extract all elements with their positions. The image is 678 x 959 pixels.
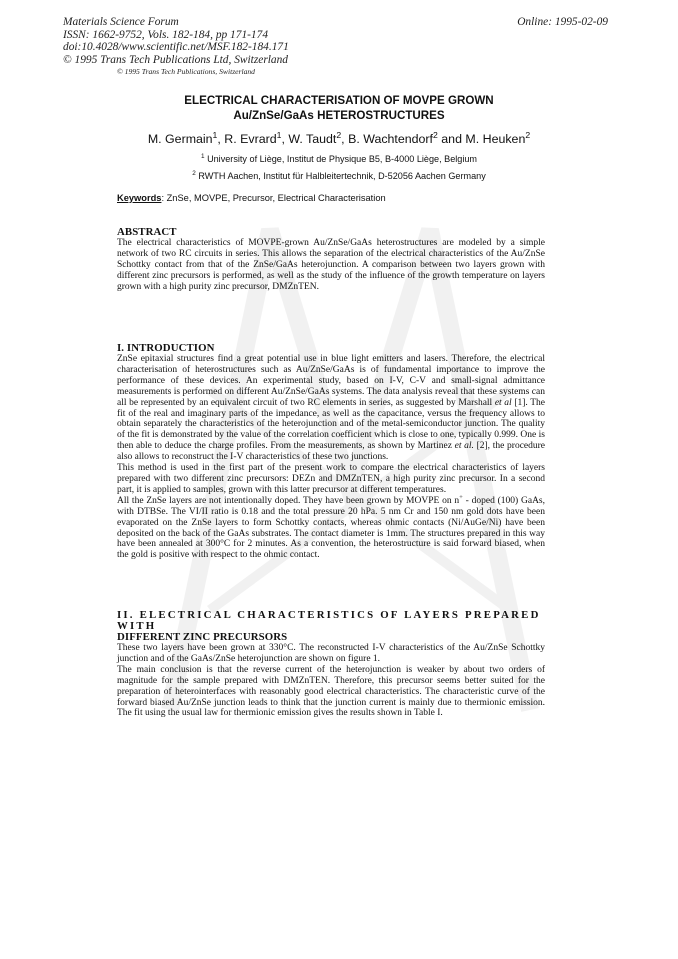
affiliation-number: 2	[192, 169, 196, 177]
keywords-label: Keywords	[117, 193, 162, 203]
introduction-section	[117, 343, 545, 561]
journal-name: Materials Science Forum	[63, 16, 179, 28]
copyright-line: © 1995 Trans Tech Publications Ltd, Switzerland	[63, 53, 288, 66]
paragraph-text: - doped (100) GaAs, with DTBSe. The VI/II ratio is 0.18 and the total pressure 20 hPa. 5 nm Cr and 150 nm gold dots have been evaporated on the ZnSe layers to form Schottky contacts, whereas ohmic contacts (Ni/AuGe/Ni) have been deposited on the back of the GaAs substrates. The contact diameter is 1mm. The structures prepared in this way have been annealed at 300°C for 2 minutes. As a convention, the heterostructure is said forward biased, when the gold is positive with respect to the ohmic contact.	[117, 495, 546, 561]
affiliation-number: 1	[200, 152, 205, 160]
introduction-heading: I. INTRODUCTION	[117, 342, 215, 354]
title-line-2: Au/ZnSe/GaAs HETEROSTRUCTURES	[233, 108, 445, 122]
author-affiliation-mark: 1	[276, 129, 282, 140]
introduction-paragraph-3	[117, 493, 546, 561]
title-line-1: ELECTRICAL CHARACTERISATION OF MOVPE GROWN	[184, 94, 494, 107]
keywords-text: : ZnSe, MOVPE, Precursor, Electrical Characterisation	[161, 193, 386, 203]
author-name: M. Heuken	[465, 132, 526, 146]
author-separator: ,	[281, 132, 285, 146]
issn-line: ISSN: 1662-9752, Vols. 182-184, pp 171-174	[63, 28, 269, 41]
author-name: W. Taudt	[288, 132, 337, 146]
publisher-copyright: © 1995 Trans Tech Publications, Switzerland	[117, 67, 255, 76]
introduction-paragraph-1	[117, 354, 545, 463]
paper-title	[0, 94, 678, 123]
citation-etal: et al	[494, 397, 512, 408]
keywords	[117, 193, 386, 203]
abstract-section	[117, 227, 545, 293]
section-2-heading-line-2: DIFFERENT ZINC PRECURSORS	[117, 631, 288, 643]
author-separator: ,	[217, 132, 221, 146]
affiliation-2	[0, 171, 678, 181]
citation-etal: et al.	[454, 441, 474, 452]
author-name: B. Wachtendorf	[348, 132, 433, 146]
paragraph-text: All the ZnSe layers are not intentionally doped. They have been grown by MOVPE on n	[117, 495, 460, 506]
author-list	[0, 129, 678, 146]
section-2-paragraph-1: These two layers have been grown at 330°C. The reconstructed I-V characteristics of the Au/ZnSe Schottky junction and of the GaAs/ZnSe heterojunction are shown on figure 1.	[117, 643, 545, 664]
author-name: M. Germain	[147, 132, 213, 146]
author-and: and	[441, 132, 462, 146]
affiliation-text: University of Liège, Institut de Physique B5, B-4000 Liège, Belgium	[207, 154, 477, 164]
paragraph-text: [1]. The fit of the real and imaginary parts of the impedance, as well as the capacitance, versus the frequency allows to obtain separately the characteristics of the heterojunction and of the metal-semiconductor junction. The quality of the fit is demonstrated by the value of the correlation coefficient which is close to one, typically 0.999. One is then able to deduce the charge profiles. From the measurements, as shown by Martinez	[117, 397, 545, 452]
section-2	[117, 610, 545, 719]
author-affiliation-mark: 2	[525, 129, 531, 140]
section-2-heading-line-1: II. ELECTRICAL CHARACTERISTICS OF LAYERS PREPARED WITH	[117, 609, 541, 632]
superscript: +	[459, 493, 463, 501]
section-2-paragraph-2: The main conclusion is that the reverse current of the heterojunction is weaker by about two orders of magnitude for the sample prepared with DMZnTEN. Therefore, this precursor seems better suited for the preparation of heterointerfaces with reasonably good electrical characteristics. The characteristic curve of the forward biased Au/ZnSe junction leads to think that the junction current is mainly due to thermionic emission. The fit using the usual law for thermionic emission gives the results shown in Table I.	[117, 664, 545, 719]
author-name: R. Evrard	[224, 132, 277, 146]
author-separator: ,	[341, 132, 345, 146]
abstract-text: The electrical characteristics of MOVPE-grown Au/ZnSe/GaAs heterostructures are modeled by a simple network of two RC circuits in series. This allows the separation of the electrical characteristics of the Au/ZnSe Schottky contact from that of the ZnSe/GaAs heterojunction. A comparison between two layers grown with different zinc precursors is performed, as well as the study of the influence of the growth temperature on layers grown with a high purity zinc precursor, DMZnTEN.	[117, 238, 545, 292]
author-affiliation-mark: 2	[336, 129, 342, 140]
paragraph-text: [2], the procedure also allows to reconstruct the I-V characteristics of these two junctions.	[117, 441, 546, 463]
author-affiliation-mark: 1	[212, 129, 218, 140]
author-affiliation-mark: 2	[433, 129, 438, 140]
paragraph-text: ZnSe epitaxial structures find a great potential use in blue light emitters and lasers. Therefore, the electrical characterisation of heterostructures such as Au/ZnSe/GaAs is of fundamental importance to improve the performance of these devices. An experimental study, based on I-V, C-V and small-signal admittance measurements is performed on different Au/ZnSe/GaAs systems. The data analysis reveal that these systems can all be represented by an equivalent circuit of two RC elements in series, as suggested by Marshall	[117, 354, 545, 408]
affiliation-1	[0, 154, 678, 164]
online-date: Online: 1995-02-09	[517, 16, 608, 28]
introduction-paragraph-2: This method is used in the first part of the present work to compare the electrical characteristics of layers prepared with two different zinc precursors: DEZn and DMZnTEN, a high purity zinc precursor. In a second part, it is applied to samples, grown with this latter precursor at different temperatures.	[117, 463, 545, 495]
abstract-heading: ABSTRACT	[117, 226, 177, 238]
journal-header	[63, 16, 289, 66]
doi-link[interactable]: doi:10.4028/www.scientific.net/MSF.182-184.171	[63, 41, 289, 54]
affiliation-text: RWTH Aachen, Institut für Halbleitertechnik, D-52056 Aachen Germany	[198, 171, 486, 181]
